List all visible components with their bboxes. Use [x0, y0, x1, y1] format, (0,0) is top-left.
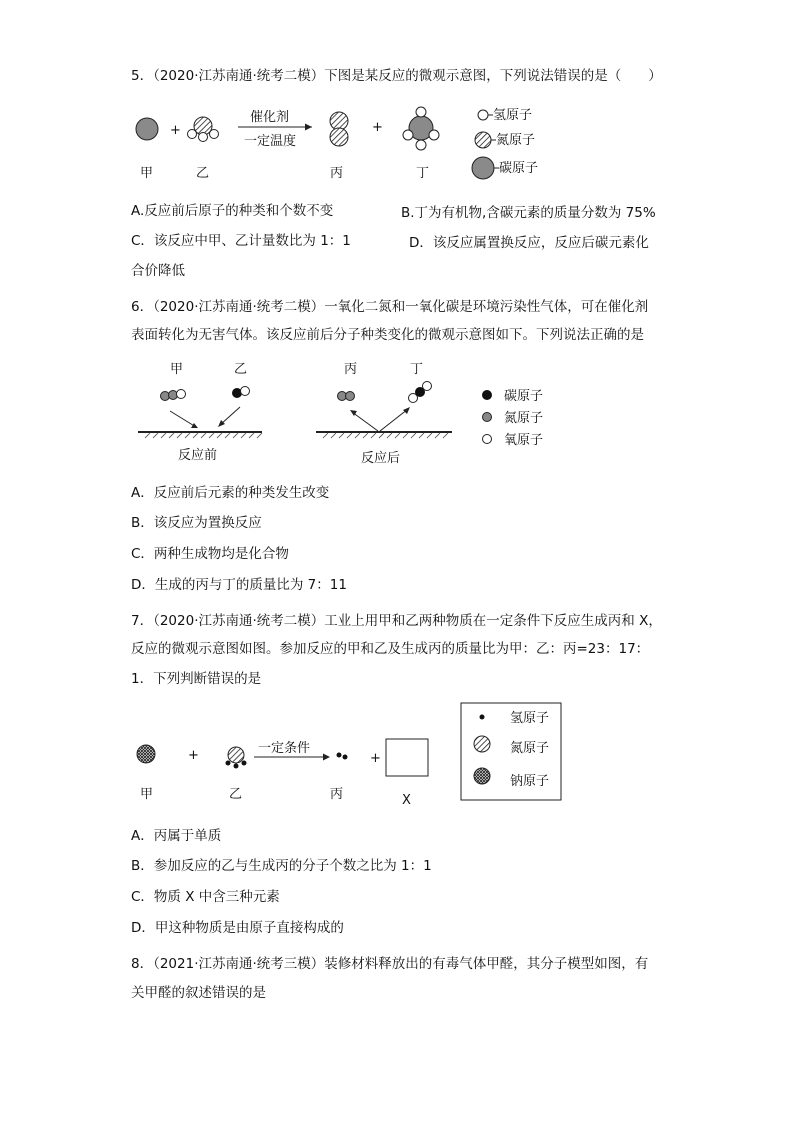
q6-ding-molecule — [409, 382, 432, 403]
q6-option-a: A．反应前后元素的种类发生改变 — [131, 485, 330, 501]
q5-option-d-continued: 合价降低 — [131, 263, 185, 279]
svg-text:氢原子: 氢原子 — [510, 711, 550, 726]
q6-stem-line2: 表面转化为无害气体。该反应前后分子种类变化的微观示意图如下。下列说法正确的是 — [131, 327, 644, 343]
svg-text:氢原子: 氢原子 — [493, 108, 533, 123]
q6-option-c: C．两种生成物均是化合物 — [131, 546, 289, 562]
q5-stem: 5．（2020·江苏南通·统考二模）下图是某反应的微观示意图，下列说法错误的是（ ） — [131, 68, 662, 84]
svg-text:氧原子: 氧原子 — [504, 433, 544, 448]
q6-label-jia: 甲 — [170, 362, 184, 377]
q6-stem-line1: 6．（2020·江苏南通·统考二模）一氧化二氮和一氧化碳是环境污染性气体，可在催化剂 — [131, 299, 649, 315]
q6-jia-molecule — [161, 390, 186, 401]
q6-label-yi: 乙 — [234, 362, 248, 377]
q7-option-d: D．甲这种物质是由原子直接构成的 — [131, 920, 344, 936]
q5-reaction-diagram — [120, 98, 720, 188]
q7-reaction-diagram — [130, 700, 580, 810]
q7-bing-molecule — [337, 753, 348, 760]
q5-ding-molecule — [403, 107, 439, 150]
q5-option-d: D．该反应属置换反应，反应后碳元素化 — [409, 235, 649, 251]
q7-label-jia: 甲 — [140, 787, 154, 802]
q6-bing-molecule — [338, 392, 355, 401]
q5-arrow-top-label: 催化剂 — [250, 110, 290, 125]
svg-text:碳原子: 碳原子 — [499, 161, 539, 176]
q8-stem-line1: 8．（2021·江苏南通·统考三模）装修材料释放出的有毒气体甲醛，其分子模型如图，有 — [131, 956, 649, 972]
q5-label-ding: 丁 — [416, 166, 430, 181]
q7-legend — [461, 703, 561, 800]
q8-stem-line2: 关甲醛的叙述错误的是 — [131, 985, 266, 1001]
q7-label-bing: 丙 — [330, 787, 344, 802]
q7-x-box — [386, 739, 428, 776]
q5-option-a: A.反应前后原子的种类和个数不变 — [131, 203, 334, 219]
q7-option-c: C．物质 X 中含三种元素 — [131, 889, 280, 905]
q7-plus-2: + — [370, 751, 381, 766]
q5-option-c: C．该反应中甲、乙计量数比为 1：1 — [131, 233, 351, 249]
q7-arrow-label: 一定条件 — [258, 741, 311, 756]
svg-text:氮原子: 氮原子 — [510, 741, 550, 756]
q5-plus-1: + — [170, 123, 181, 138]
q7-plus-1: + — [188, 748, 199, 763]
svg-text:氮原子: 氮原子 — [504, 411, 544, 426]
q5-option-b: B.丁为有机物,含碳元素的质量分数为 75% — [401, 205, 656, 221]
svg-text:碳原子: 碳原子 — [504, 389, 544, 404]
q6-label-ding: 丁 — [410, 362, 424, 377]
q7-stem-line2: 反应的微观示意图如图。参加反应的甲和乙及生成丙的质量比为甲：乙：丙=23：17： — [131, 641, 650, 657]
q5-bing-molecule — [330, 112, 348, 146]
q5-plus-2: + — [372, 120, 383, 135]
q7-yi-molecule — [226, 747, 247, 769]
svg-text:氮原子: 氮原子 — [496, 133, 536, 148]
q5-label-bing: 丙 — [330, 166, 344, 181]
q7-label-yi: 乙 — [229, 787, 243, 802]
q6-option-b: B．该反应为置换反应 — [131, 515, 262, 531]
q5-legend — [472, 108, 538, 179]
q6-yi-molecule — [233, 387, 250, 398]
q7-option-a: A．丙属于单质 — [131, 828, 222, 844]
q6-caption-before: 反应前 — [178, 448, 218, 463]
q6-reaction-diagram — [130, 356, 590, 466]
svg-text:钠原子: 钠原子 — [510, 774, 550, 789]
q5-label-yi: 乙 — [196, 166, 210, 181]
q6-caption-after: 反应后 — [361, 451, 401, 466]
q7-label-x: X — [402, 793, 411, 808]
q5-label-jia: 甲 — [140, 166, 154, 181]
q5-yi-molecule — [188, 117, 219, 142]
q7-jia-sodium-atom — [137, 745, 155, 763]
q6-label-bing: 丙 — [344, 362, 358, 377]
q5-arrow-bottom-label: 一定温度 — [244, 134, 297, 149]
q5-jia-carbon-atom — [136, 118, 158, 140]
q7-stem-line1: 7．（2020·江苏南通·统考二模）工业上用甲和乙两种物质在一定条件下反应生成丙和 X， — [131, 613, 662, 629]
q6-legend — [483, 388, 544, 448]
q6-option-d: D．生成的丙与丁的质量比为 7：11 — [131, 577, 347, 593]
q7-option-b: B．参加反应的乙与生成丙的分子个数之比为 1：1 — [131, 858, 432, 874]
q7-stem-line3: 1．下列判断错误的是 — [131, 671, 262, 687]
